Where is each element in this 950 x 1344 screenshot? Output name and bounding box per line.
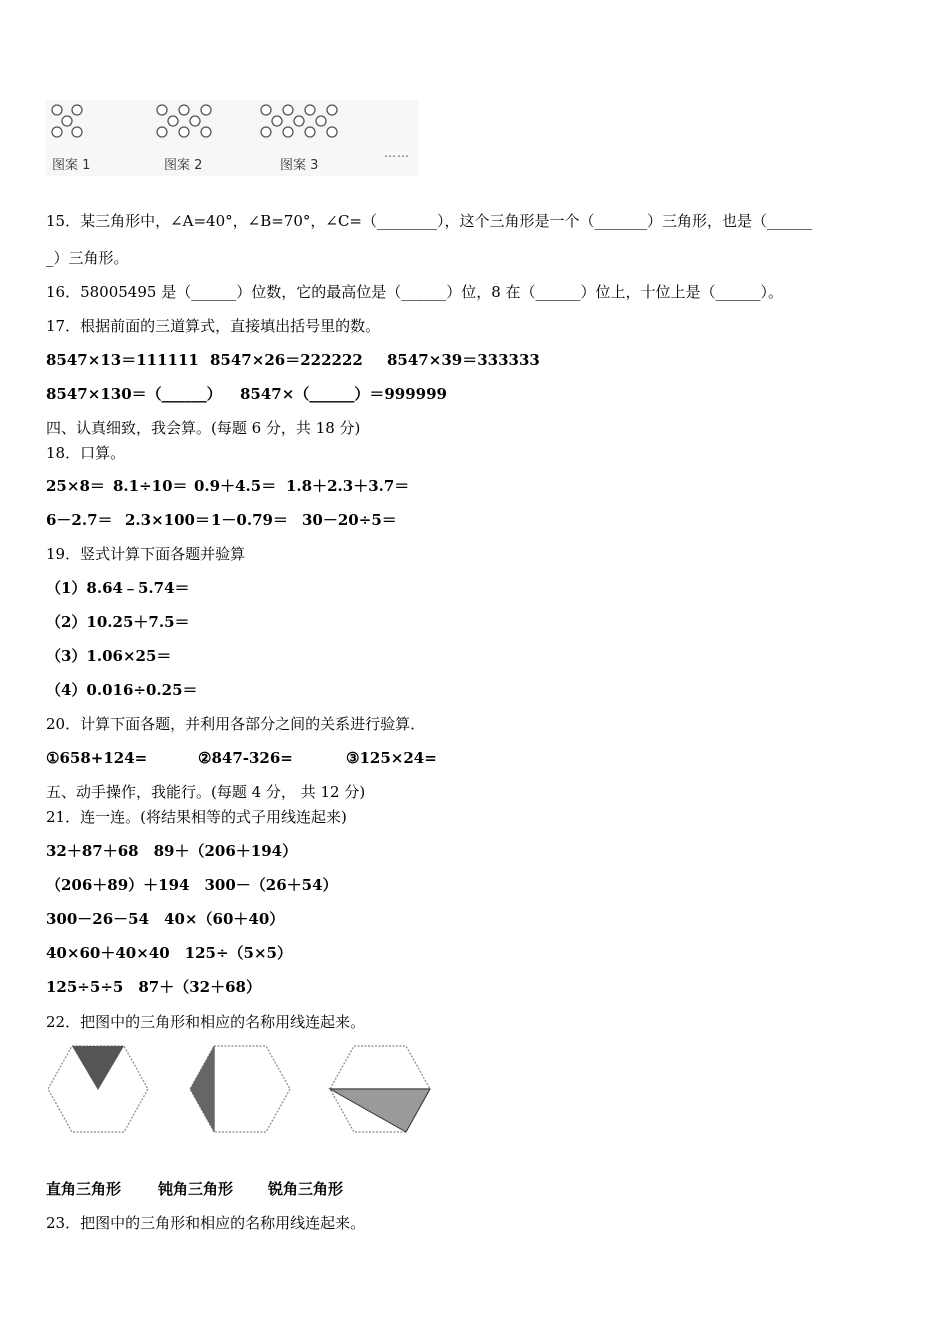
q19-item-3: （3）1.06×25＝	[46, 647, 172, 665]
dot	[261, 127, 271, 137]
q17-row2	[46, 384, 447, 404]
q18-r1-2: 8.1÷10＝	[113, 477, 188, 495]
dot	[201, 105, 211, 115]
q18-r2-4: 30－20÷5＝	[302, 511, 397, 529]
q20-item-3: ③125×24=	[346, 749, 437, 767]
dot	[327, 105, 337, 115]
q21-title: 21．连一连。(将结果相等的式子用线连起来)	[46, 808, 347, 826]
q19-title: 19．竖式计算下面各题并验算	[46, 545, 246, 563]
dot-pattern-svg	[46, 100, 418, 176]
q21-row-2: （206＋89）＋194 300－（26＋54）	[46, 876, 338, 894]
dot	[327, 127, 337, 137]
q18-row1	[46, 476, 409, 496]
dot	[52, 105, 62, 115]
dot	[316, 116, 326, 126]
q17-eq3: 8547×39＝333333	[387, 351, 540, 369]
q22-names	[46, 1179, 343, 1199]
q19-item-4: （4）0.016÷0.25＝	[46, 681, 198, 699]
dot	[72, 105, 82, 115]
q20-item-1: ①658+124=	[46, 749, 148, 767]
q18-title: 18．口算。	[46, 444, 126, 462]
q19-item-1: （1）8.64﹣5.74＝	[46, 579, 190, 597]
pattern-ellipsis: ……	[384, 146, 410, 160]
dot	[179, 105, 189, 115]
dot	[52, 127, 62, 137]
q20-items	[46, 748, 437, 768]
q15-line1: 15．某三角形中，∠A=40°，∠B=70°，∠C=（________），这个三角形是一个（_______）三角形，也是（______	[46, 212, 813, 230]
dot	[272, 116, 282, 126]
q20-title: 20．计算下面各题，并利用各部分之间的关系进行验算．	[46, 715, 426, 733]
q18-r2-1: 6－2.7＝	[46, 511, 113, 529]
q17-row1	[46, 350, 540, 370]
name-acute-triangle: 锐角三角形	[268, 1180, 344, 1198]
dot	[190, 116, 200, 126]
q18-row2	[46, 510, 397, 530]
hexagon-figure-3	[328, 1042, 432, 1136]
dot	[179, 127, 189, 137]
q18-r1-4: 1.8＋2.3＋3.7＝	[286, 477, 410, 495]
q15-line2: _）三角形。	[46, 249, 129, 267]
name-right-triangle: 直角三角形	[46, 1180, 122, 1198]
q17-fill1: 8547×130＝（______）	[46, 385, 222, 403]
q22-title: 22．把图中的三角形和相应的名称用线连起来。	[46, 1013, 366, 1031]
pattern-label-3: 图案 3	[280, 158, 319, 173]
q17-eq1: 8547×13＝111111	[46, 351, 199, 369]
q17-eq2: 8547×26＝222222	[210, 351, 363, 369]
q18-r2-2: 2.3×100＝	[125, 511, 210, 529]
dot	[62, 116, 72, 126]
pattern-label-1: 图案 1	[52, 158, 91, 173]
q18-r1-1: 25×8＝	[46, 477, 105, 495]
dot	[261, 105, 271, 115]
dot	[72, 127, 82, 137]
dot	[283, 127, 293, 137]
q17-fill2: 8547×（______）＝999999	[240, 385, 447, 403]
hexagon-figure-1	[46, 1042, 150, 1136]
dot	[157, 127, 167, 137]
dot	[305, 127, 315, 137]
q19-item-2: （2）10.25＋7.5＝	[46, 613, 190, 631]
section4-heading: 四、认真细致，我会算。(每题 6 分，共 18 分)	[46, 419, 361, 437]
hexagon-figure-2	[188, 1042, 292, 1136]
q21-row-3: 300－26－54 40×（60＋40）	[46, 910, 285, 928]
dot	[283, 105, 293, 115]
q17-title: 17．根据前面的三道算式，直接填出括号里的数。	[46, 317, 381, 335]
shaded-triangle	[190, 1046, 214, 1132]
q18-r1-3: 0.9＋4.5＝	[194, 477, 277, 495]
q21-row-1: 32＋87＋68 89＋（206＋194）	[46, 842, 298, 860]
dot	[201, 127, 211, 137]
section5-heading: 五、动手操作，我能行。(每题 4 分， 共 12 分)	[46, 783, 366, 801]
dot	[157, 105, 167, 115]
q16-text: 16．58005495 是（______）位数，它的最高位是（______）位，8 在（______）位上，十位上是（______）。	[46, 283, 784, 301]
q20-item-2: ②847-326=	[198, 749, 293, 767]
dot	[305, 105, 315, 115]
q21-row-5: 125÷5÷5 87＋（32＋68）	[46, 978, 261, 996]
name-obtuse-triangle: 钝角三角形	[158, 1180, 234, 1198]
q21-row-4: 40×60＋40×40 125÷（5×5）	[46, 944, 292, 962]
dot-pattern-figure	[46, 100, 418, 176]
dot	[168, 116, 178, 126]
q23-title: 23．把图中的三角形和相应的名称用线连起来。	[46, 1214, 366, 1232]
dot	[294, 116, 304, 126]
pattern-label-2: 图案 2	[164, 158, 203, 173]
q18-r2-3: 1－0.79＝	[211, 511, 288, 529]
